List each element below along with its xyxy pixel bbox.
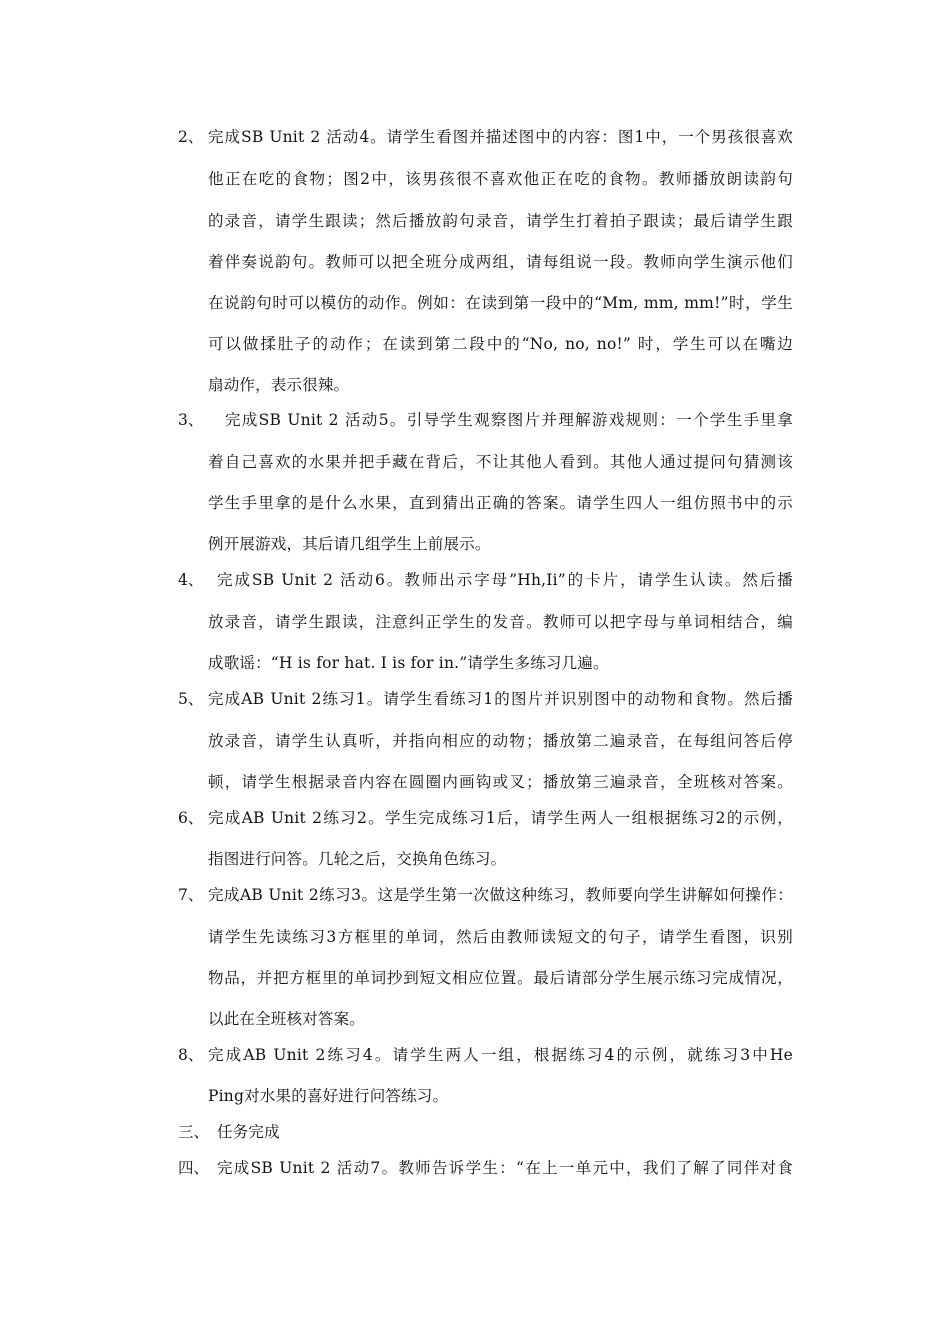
item-line: 在说韵句时可以模仿的动作。例如：在读到第一段中的“Mm, mm, mm!”时，学生 [208, 294, 793, 312]
item-line: 放录音，请学生认真听，并指向相应的动物；播放第二遍录音，在每组问答后停 [208, 732, 793, 750]
item-line: 完成AB Unit 2练习3。这是学生第一次做这种练习，教师要向学生讲解如何操作： [208, 886, 793, 904]
item-line: 以此在全班核对答案。 [208, 1010, 366, 1028]
item-line: 学生手里拿的是什么水果，直到猜出正确的答案。请学生四人一组仿照书中的示 [208, 494, 793, 512]
item-line: 完成AB Unit 2练习4。请学生两人一组，根据练习4的示例，就练习3中He [208, 1046, 793, 1064]
section-number: 三、 [178, 1123, 210, 1141]
item-line: 顿，请学生根据录音内容在圆圈内画钩或叉；播放第三遍录音，全班核对答案。 [208, 773, 793, 791]
item-number: 3、 [178, 411, 204, 429]
item-line: 完成AB Unit 2练习1。请学生看练习1的图片并识别图中的动物和食物。然后播 [208, 690, 793, 708]
item-number: 4、 [178, 571, 204, 589]
item-number: 8、 [178, 1046, 204, 1064]
item-line: 可以做揉肚子的动作；在读到第二段中的“No, no, no!” 时，学生可以在嘴边 [208, 335, 793, 353]
item-line: 请学生先读练习3方框里的单词，然后由教师读短文的句子，请学生看图，识别 [208, 928, 793, 946]
item-line: 例开展游戏，其后请几组学生上前展示。 [208, 535, 491, 553]
item-line: 成歌谣：“H is for hat. I is for in.”请学生多练习几遍。 [208, 654, 609, 672]
item-line: Ping对水果的喜好进行问答练习。 [208, 1087, 449, 1105]
item-line: 着自己喜欢的水果并把手藏在背后，不让其他人看到。其他人通过提问句猜测该 [208, 453, 793, 471]
item-number: 6、 [178, 809, 204, 827]
item-number: 5、 [178, 690, 204, 708]
item-line: 完成SB Unit 2 活动6。教师出示字母”Hh,Ii”的卡片，请学生认读。然后播 [217, 571, 793, 589]
item-line: 着伴奏说韵句。教师可以把全班分成两组，请每组说一段。教师向学生演示他们 [208, 253, 793, 271]
item-line: 他正在吃的食物；图2中，该男孩很不喜欢他正在吃的食物。教师播放朗读韵句 [208, 170, 793, 188]
section-text: 完成SB Unit 2 活动7。教师告诉学生：“在上一单元中，我们了解了同伴对食 [217, 1159, 793, 1177]
section-number: 四、 [178, 1159, 210, 1177]
item-line: 放录音，请学生跟读，注意纠正学生的发音。教师可以把字母与单词相结合，编 [208, 613, 793, 631]
item-line: 指图进行问答。几轮之后，交换角色练习。 [208, 850, 507, 868]
item-line: 的录音，请学生跟读；然后播放韵句录音，请学生打着拍子跟读；最后请学生跟 [208, 212, 793, 230]
section-title: 任务完成 [217, 1123, 280, 1141]
item-line: 物品，并把方框里的单词抄到短文相应位置。最后请部分学生展示练习完成情况， [208, 969, 793, 987]
item-number: 2、 [178, 128, 204, 146]
item-line: 扇动作，表示很辣。 [208, 376, 350, 394]
item-number: 7、 [178, 886, 204, 904]
item-line: 完成SB Unit 2 活动4。请学生看图并描述图中的内容：图1中，一个男孩很喜欢 [208, 128, 793, 146]
item-line: 完成AB Unit 2练习2。学生完成练习1后，请学生两人一组根据练习2的示例， [208, 809, 793, 827]
item-line: 完成SB Unit 2 活动5。引导学生观察图片并理解游戏规则：一个学生手里拿 [225, 411, 793, 429]
